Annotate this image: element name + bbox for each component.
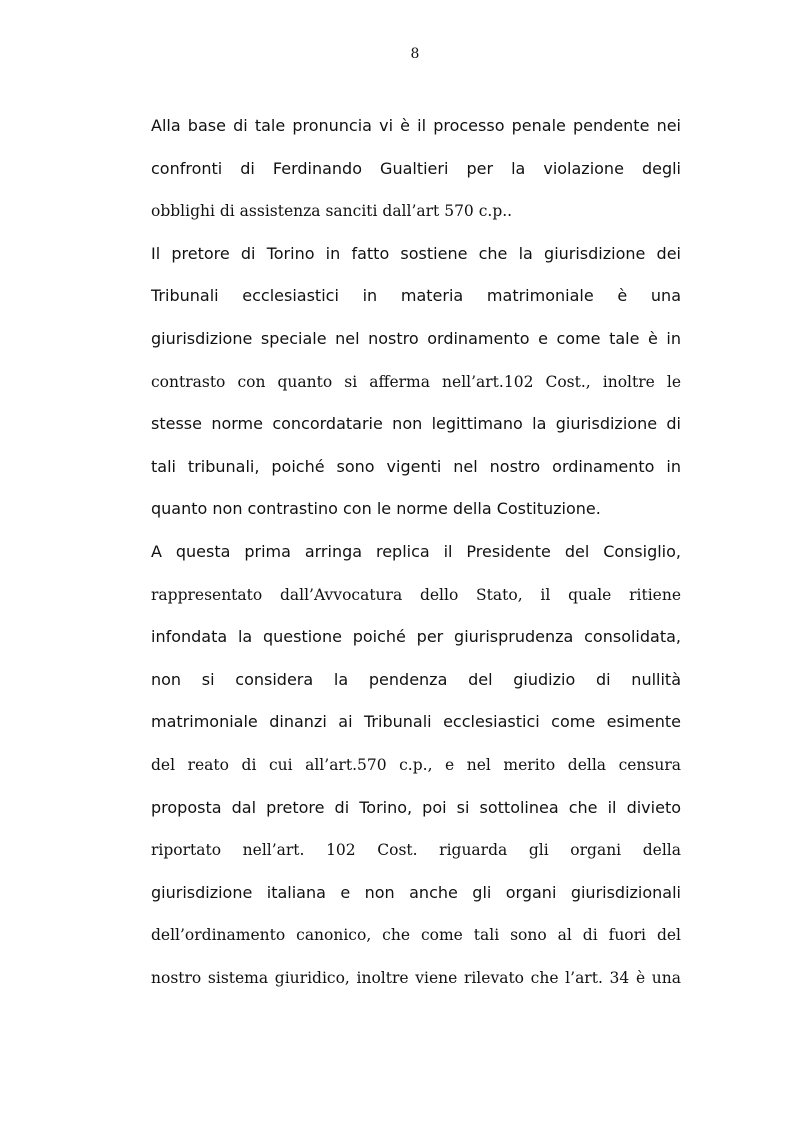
text-line: A questa prima arringa replica il Presidente del Consiglio, [151, 541, 681, 561]
text-line: confronti di Ferdinando Gualtieri per la violazione degli [151, 158, 681, 178]
text-line: quanto non contrastino con le norme della Costituzione. [151, 499, 601, 519]
text-line: Il pretore di Torino in fatto sostiene che la giurisdizione dei [151, 243, 681, 263]
text-line: proposta dal pretore di Torino, poi si sottolinea che il divieto [151, 797, 681, 817]
text-line: contrasto con quanto si afferma nell’art.102 Cost., inoltre le [151, 372, 681, 391]
text-line: nostro sistema giuridico, inoltre viene rilevato che l’art. 34 è una [151, 968, 681, 987]
text-line: Tribunali ecclesiastici in materia matrimoniale è una [151, 286, 681, 306]
text-line: riportato nell’art. 102 Cost. riguarda gli organi della [151, 841, 681, 860]
text-line: obblighi di assistenza sanciti dall’art 570 c.p.. [151, 202, 513, 221]
text-line: matrimoniale dinanzi ai Tribunali ecclesiastici come esimente [151, 712, 681, 732]
text-line: Alla base di tale pronuncia vi è il processo penale pendente nei [151, 116, 681, 135]
page-number: 8 [410, 46, 420, 62]
text-line: giurisdizione italiana e non anche gli organi giurisdizionali [151, 882, 681, 902]
text-line: non si considera la pendenza del giudizio di nullità [151, 669, 681, 689]
text-line: infondata la questione poiché per giurisprudenza consolidata, [151, 627, 681, 647]
text-line: del reato di cui all’art.570 c.p., e nel merito della censura [151, 755, 681, 774]
text-line: rappresentato dall’Avvocatura dello Stato, il quale ritiene [151, 585, 681, 604]
text-line: giurisdizione speciale nel nostro ordinamento e come tale è in [151, 328, 681, 348]
text-line: dell’ordinamento canonico, che come tali sono al di fuori del [151, 926, 681, 945]
text-line: tali tribunali, poiché sono vigenti nel nostro ordinamento in [151, 456, 681, 476]
body-text [151, 110, 681, 1004]
text-line: stesse norme concordatarie non legittimano la giurisdizione di [151, 414, 681, 434]
